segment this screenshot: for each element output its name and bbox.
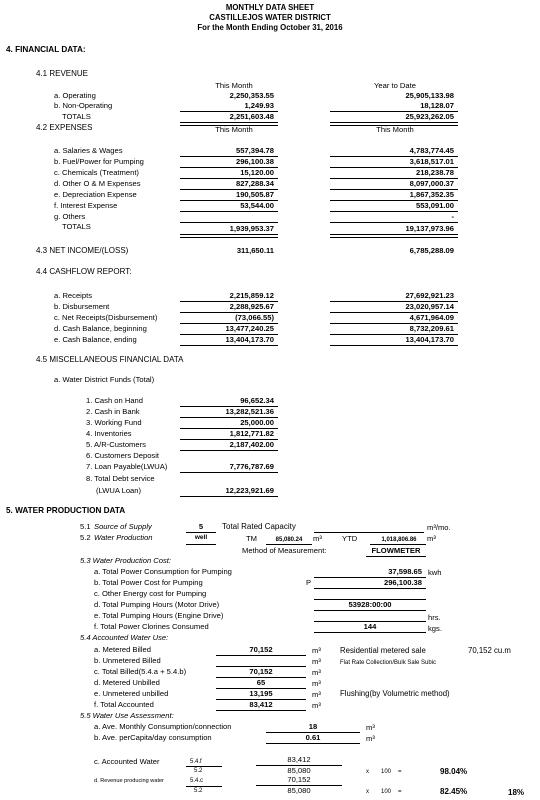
expense-double-rule	[180, 234, 278, 238]
use-value-total-billed: 70,152	[249, 667, 273, 676]
accounted-ref-top: 5.4.f	[190, 759, 202, 765]
expense-ytd-other-om: 8,097,000.37	[409, 179, 454, 188]
s52-rule	[186, 544, 216, 545]
fund-label-inventories: 4. Inventories	[86, 429, 132, 438]
cost-label-hours-motor: d. Total Pumping Hours (Motor Drive)	[94, 600, 220, 609]
accounted-equals: =	[398, 769, 402, 775]
use-label-metered-unbilled: d. Metered Unbilled	[94, 678, 160, 687]
cost-label-power-cost: b. Total Power Cost for Pumping	[94, 578, 203, 587]
revenue-ytd-totals: 25,923,262.05	[405, 112, 454, 121]
expense-ytd-others: -	[451, 212, 454, 221]
fund-label-cash-in-bank: 2. Cash in Bank	[86, 407, 140, 416]
cost-rule	[314, 588, 426, 589]
s52-ytd-rule	[370, 544, 426, 545]
accounted-ref-bottom: 5.2	[194, 768, 203, 774]
revenue-label-nonoperating: b. Non-Operating	[54, 101, 113, 110]
accounted-denominator: 85,080	[287, 766, 311, 775]
cost-rule	[314, 632, 426, 633]
accounted-hundred: 100	[381, 769, 392, 775]
s51-capacity-label: Total Rated Capacity	[222, 522, 296, 531]
fund-value-loan-payable: 7,776,787.69	[229, 462, 274, 471]
cashflow-ytd-net: 4,671,964.09	[409, 313, 454, 322]
fund-value-debt-service: 12,223,921.69	[225, 486, 274, 495]
s52-ytd-label: YTD	[342, 534, 358, 543]
cashflow-month-net: (73,066.55)	[235, 313, 274, 322]
revenue-ytd-nonoperating: 18,128.07	[420, 101, 454, 110]
fund-rule	[180, 450, 278, 451]
expense-ytd-totals: 19,137,973.96	[405, 224, 454, 233]
s52-production-label: Water Production	[94, 533, 153, 542]
flat-rate-note: Flat Rate Collection/Bulk Sale Subic	[340, 660, 437, 666]
s52-tm-unit: m³	[313, 534, 322, 543]
s51-source-label: Source of Supply	[94, 522, 152, 531]
expense-label-depreciation: e. Depreciation Expense	[54, 190, 137, 199]
s55-title: 5.5 Water Use Assessment:	[80, 711, 174, 720]
assess-unit-percapita: m³	[366, 734, 375, 743]
cost-label-chlorine: f. Total Power Clorines Consumed	[94, 622, 209, 631]
use-label-unmetered-unbilled: e. Unmetered unbilled	[94, 689, 169, 698]
cashflow-title: 4.4 CASHFLOW REPORT:	[36, 267, 132, 276]
revenue-result: 82.45%	[440, 787, 468, 796]
residential-label: Residential metered sale	[340, 646, 426, 655]
fund-label-debt-service: 8. Total Debt service	[86, 474, 155, 483]
sheet-title: MONTHLY DATA SHEET	[225, 3, 315, 12]
assess-value-percapita: 0.61	[305, 733, 321, 742]
assess-value-monthly: 18	[308, 722, 318, 731]
financial-section-title: 4. FINANCIAL DATA:	[6, 45, 86, 54]
s51-rule	[186, 532, 216, 533]
fund-value-inventories: 1,812,771.82	[229, 429, 274, 438]
s51-capacity-rule	[314, 532, 424, 533]
cost-label-other-energy: c. Other Energy cost for Pumping	[94, 589, 207, 598]
cashflow-month-disbursement: 2,288,925.67	[229, 302, 274, 311]
expense-label-interest: f. Interest Expense	[54, 201, 118, 210]
s54-title: 5.4 Accounted Water Use:	[80, 633, 169, 642]
expense-month-other-om: 827,288.34	[235, 179, 274, 188]
fund-value-ar-customers: 2,187,402.00	[229, 440, 274, 449]
use-unit-total-billed: m³	[312, 668, 321, 677]
expense-double-rule	[330, 234, 458, 238]
use-label-metered-billed: a. Metered Billed	[94, 645, 151, 654]
peso-sign: P	[306, 578, 312, 587]
report-period: For the Month Ending October 31, 2016	[197, 23, 343, 32]
cashflow-label-ending: e. Cash Balance, ending	[54, 335, 137, 344]
cashflow-ytd-receipts: 27,692,921.23	[405, 291, 454, 300]
expense-label-other-om: d. Other O & M Expenses	[54, 179, 141, 188]
revenue-ref-rule	[186, 786, 222, 787]
expense-rule	[330, 222, 458, 223]
expense-label-totals: TOTALS	[62, 222, 91, 231]
cost-unit-chlorine: kgs.	[428, 624, 442, 633]
flushing-note: Flushing(by Volumetric method)	[340, 689, 450, 698]
expenses-col-month: This Month	[215, 125, 253, 134]
misc-title: 4.5 MISCELLANEOUS FINANCIAL DATA	[36, 355, 184, 364]
s53-title: 5.3 Water Production Cost:	[80, 556, 172, 565]
assess-unit-monthly: m³	[366, 723, 375, 732]
expenses-title: 4.2 EXPENSES	[36, 123, 93, 132]
revenue-equals: =	[398, 789, 402, 795]
revenue-month-operating: 2,250,353.55	[229, 91, 274, 100]
s52-ytd-value: 1,018,806.86	[381, 537, 417, 543]
cost-unit-power-consumption: kwh	[428, 568, 442, 577]
expense-label-chemicals: c. Chemicals (Treatment)	[54, 168, 139, 177]
misc-sub: a. Water District Funds (Total)	[54, 375, 155, 384]
use-value-metered-billed: 70,152	[249, 645, 273, 654]
cost-unit-hours-engine: hrs.	[428, 613, 441, 622]
cost-value-power-cost: 296,100.38	[383, 578, 422, 587]
expense-month-totals: 1,939,953.37	[229, 224, 274, 233]
accounted-times: x	[366, 769, 369, 775]
assess-label-monthly: a. Ave. Monthly Consumption/connection	[94, 722, 232, 731]
s52-method-rule	[366, 556, 426, 557]
cost-value-hours-motor: 53928:00:00	[348, 600, 392, 609]
revenue-label-totals: TOTALS	[62, 112, 91, 121]
s52-number: 5.2	[80, 533, 91, 542]
cost-label-hours-engine: e. Total Pumping Hours (Engine Drive)	[94, 611, 224, 620]
cashflow-label-net: c. Net Receipts(Disbursement)	[54, 313, 158, 322]
use-label-total-billed: c. Total Billed(5.4.a + 5.4.b)	[94, 667, 187, 676]
cost-label-power-consumption: a. Total Power Consumption for Pumping	[94, 567, 232, 576]
s51-source-value: 5	[198, 522, 204, 531]
cashflow-month-receipts: 2,215,859.12	[229, 291, 274, 300]
expense-label-others: g. Others	[54, 212, 86, 221]
cost-rule	[314, 610, 426, 611]
expense-month-fuel: 296,100.38	[235, 157, 274, 166]
revenue-label-operating: a. Operating	[54, 91, 96, 100]
accounted-result: 98.04%	[440, 767, 468, 776]
revenue-ytd-operating: 25,905,133.98	[405, 91, 454, 100]
revenue-col-month: This Month	[215, 81, 253, 90]
cost-value-chlorine: 144	[363, 622, 377, 631]
fund-label-ar-customers: 5. A/R-Customers	[86, 440, 146, 449]
cashflow-rule	[180, 345, 278, 346]
revenue-col-ytd: Year to Date	[374, 81, 416, 90]
net-income-label: 4.3 NET INCOME/(LOSS)	[36, 246, 129, 255]
expense-month-chemicals: 15,120.00	[240, 168, 274, 177]
expense-rule	[180, 222, 278, 223]
expense-label-salaries: a. Salaries & Wages	[54, 146, 123, 155]
s52-ytd-unit: m³	[427, 534, 436, 543]
cashflow-ytd-disbursement: 23,020,957.14	[405, 302, 454, 311]
revenue-denominator: 85,080	[287, 786, 311, 795]
expense-ytd-chemicals: 218,238.78	[415, 168, 454, 177]
use-label-total-accounted: f. Total Accounted	[94, 700, 154, 709]
fund-value-cash-on-hand: 96,652.34	[240, 396, 274, 405]
s51-number: 5.1	[80, 522, 91, 531]
expense-ytd-depreciation: 1,867,352.35	[409, 190, 454, 199]
s52-method-label: Method of Measurement:	[242, 546, 327, 555]
s52-tm-rule	[266, 544, 312, 545]
use-unit-unmetered-billed: m³	[312, 657, 321, 666]
fund-label-lwua-loan: (LWUA Loan)	[96, 486, 142, 495]
assess-rule	[266, 743, 360, 744]
use-unit-metered-billed: m³	[312, 646, 321, 655]
net-income-month: 311,650.11	[236, 246, 274, 255]
use-unit-total-accounted: m³	[312, 701, 321, 710]
residential-value: 70,152 cu.m	[468, 646, 511, 655]
expense-label-fuel: b. Fuel/Power for Pumping	[54, 157, 144, 166]
expense-month-salaries: 557,394.78	[235, 146, 274, 155]
fund-value-working-fund: 25,000.00	[240, 418, 274, 427]
fund-label-working-fund: 3. Working Fund	[86, 418, 142, 427]
revenue-ref-top: 5.4.c	[190, 778, 204, 784]
s52-tm-value: 85,080.24	[275, 537, 303, 543]
cashflow-month-beginning: 13,477,240.25	[225, 324, 274, 333]
fund-rule	[180, 472, 278, 473]
cashflow-label-receipts: a. Receipts	[54, 291, 92, 300]
cashflow-month-ending: 13,404,173.70	[225, 335, 274, 344]
use-rule	[216, 710, 306, 711]
cashflow-ytd-ending: 13,404,173.70	[405, 335, 454, 344]
revenue-extra-percent: 18%	[508, 788, 525, 797]
revenue-title: 4.1 REVENUE	[36, 69, 89, 78]
district-name: CASTILLEJOS WATER DISTRICT	[209, 13, 331, 22]
revenue-ref-bottom: 5.2	[194, 788, 203, 794]
water-section-title: 5. WATER PRODUCTION DATA	[6, 506, 126, 515]
s51-capacity-unit: m³/mo.	[427, 523, 451, 532]
assess-label-percapita: b. Ave. perCapita/day consumption	[94, 733, 212, 742]
cashflow-ytd-beginning: 8,732,209.61	[409, 324, 454, 333]
fund-rule	[180, 496, 278, 497]
cost-value-power-consumption: 37,598.65	[388, 567, 422, 576]
expense-month-depreciation: 190,505.87	[235, 190, 274, 199]
revenue-hundred: 100	[381, 789, 392, 795]
expense-month-interest: 53,544.00	[240, 201, 274, 210]
use-label-unmetered-billed: b. Unmetered Billed	[94, 656, 161, 665]
revenue-numerator: 70,152	[287, 775, 311, 784]
cashflow-label-disbursement: b. Disbursement	[54, 302, 110, 311]
fund-label-loan-payable: 7. Loan Payable(LWUA)	[86, 462, 168, 471]
fund-label-customers-deposit: 6. Customers Deposit	[86, 451, 160, 460]
cashflow-label-beginning: d. Cash Balance, beginning	[54, 324, 147, 333]
expense-ytd-interest: 553,091.00	[415, 201, 454, 210]
fund-value-cash-in-bank: 13,282,521.36	[225, 407, 274, 416]
net-income-ytd: 6,785,288.09	[409, 246, 454, 255]
use-value-metered-unbilled: 65	[256, 678, 266, 687]
revenue-month-totals: 2,251,603.48	[229, 112, 274, 121]
accounted-numerator: 83,412	[287, 755, 311, 764]
s52-production-value: well	[194, 534, 208, 541]
fund-label-cash-on-hand: 1. Cash on Hand	[86, 396, 143, 405]
use-value-total-accounted: 83,412	[249, 700, 273, 709]
use-unit-metered-unbilled: m³	[312, 679, 321, 688]
use-rule	[216, 655, 306, 656]
cashflow-rule	[330, 345, 458, 346]
expense-ytd-salaries: 4,783,774.45	[409, 146, 454, 155]
s52-tm-label: TM	[246, 534, 257, 543]
expense-rule	[330, 211, 458, 212]
s52-method-value: FLOWMETER	[371, 546, 421, 555]
expense-ytd-fuel: 3,618,517.01	[409, 157, 454, 166]
expense-rule	[180, 211, 278, 212]
accounted-ref-rule	[186, 766, 222, 767]
expenses-col-ytd: This Month	[376, 125, 414, 134]
use-value-unmetered-unbilled: 13,195	[249, 689, 273, 698]
revenue-times: x	[366, 789, 369, 795]
revenue-month-nonoperating: 1,249.93	[244, 101, 274, 110]
use-unit-unmetered-unbilled: m³	[312, 690, 321, 699]
revenue-water-label: d. Revenue producing water	[94, 778, 164, 784]
accounted-water-label: c. Accounted Water	[94, 757, 160, 766]
